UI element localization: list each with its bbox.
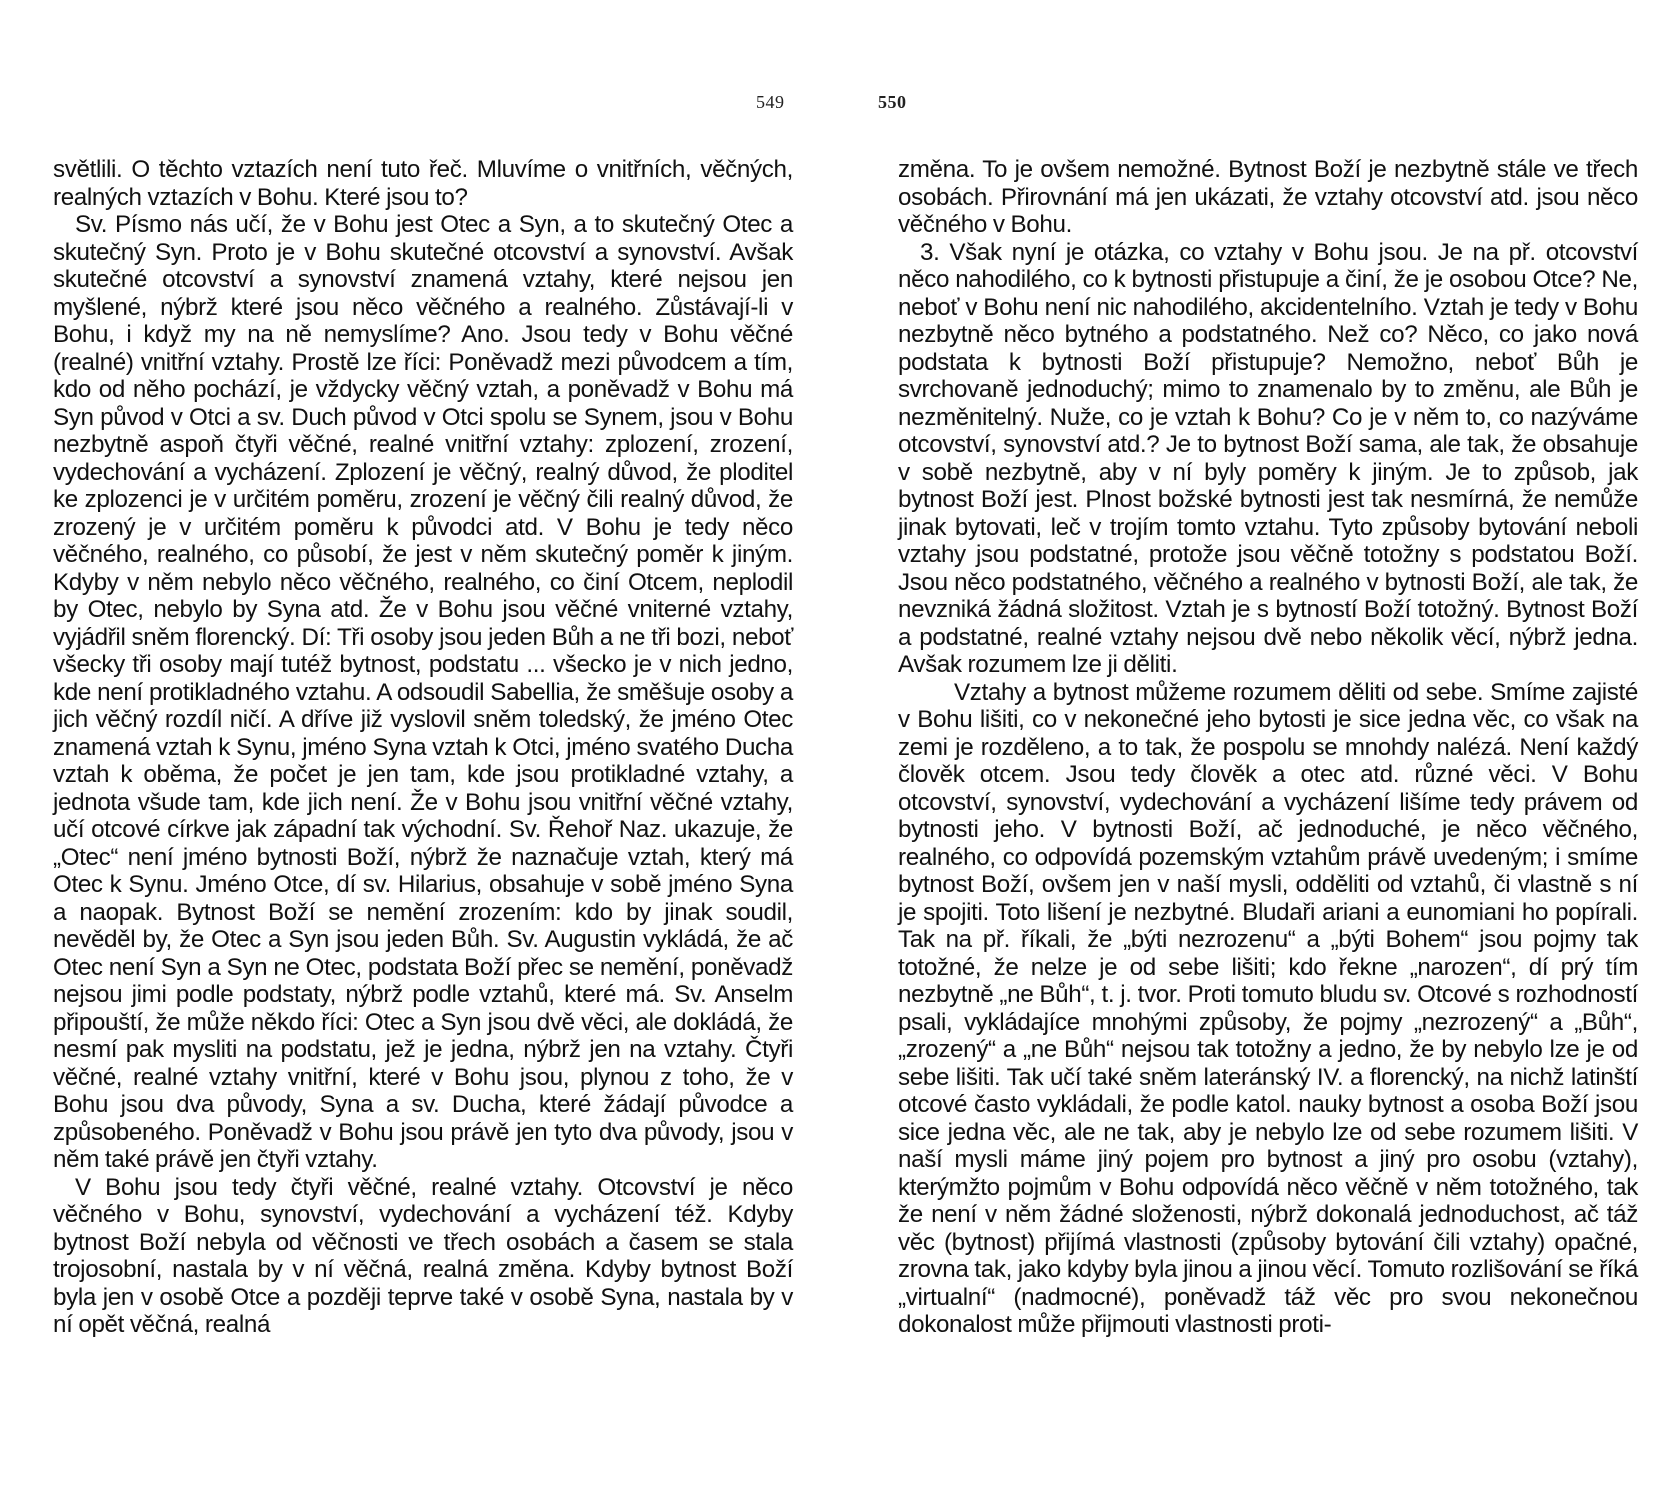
paragraph: V Bohu jsou tedy čtyři věčné, realné vztahy. Otcovství je něco věčného v Bohu, synovství, vydechování a vycházení též. Kdyby bytnost Boží nebyla od věčnosti ve třech osobách a časem se stala trojosobní, nastala by v ní věčná, realná změna. Kdyby bytnost Boží byla jen v osobě Otce a později teprve také v osobě Syna, nastala by v ní opět věčná, realná — [53, 1173, 793, 1338]
page-body — [53, 156, 793, 1339]
page-number: 550 — [878, 92, 907, 112]
paragraph: 3. Však nyní je otázka, co vztahy v Bohu jsou. Je na př. otcovství něco nahodilého, co k bytnosti přistupuje a činí, že je osobou Otce? Ne, neboť v Bohu není nic nahodilého, akcidentelního. Vztah je tedy v Bohu nezbytně něco bytného a podstatného. Než co? Něco, co jako nová podstata k bytnosti Boží přistupuje? Nemožno, neboť Bůh je svrchovaně jednoduchý; mimo to znamenalo by to změnu, ale Bůh je nezměnitelný. Nuže, co je vztah k Bohu? Co je v něm to, co nazýváme otcovství, synovství atd.? Je to bytnost Boží sama, ale tak, že obsahuje v sobě nezbytně, aby v ní byly poměry k jiným. Je to způsob, jak bytnost Boží jest. Plnost božské bytnosti jest tak nesmírná, že nemůže jinak bytovati, leč v trojím tomto vztahu. Tyto způsoby bytování neboli vztahy jsou podstatné, protože jsou věčně totožny s podstatou Boží. Jsou něco podstatného, věčného a realného v bytnosti Boží, ale tak, že nevzniká žádná složitost. Vztah je s bytností Boží totožný. Bytnost Boží a podstatné, realné vztahy nejsou dvě nebo několik věcí, nýbrž jedna. Avšak rozumem lze ji děliti. — [898, 238, 1638, 678]
paragraph: světlili. O těchto vztazích není tuto řeč. Mluvíme o vnitřních, věčných, realných vztazích v Bohu. Které jsou to? — [53, 156, 793, 211]
paragraph: Sv. Písmo nás učí, že v Bohu jest Otec a Syn, a to skutečný Otec a skutečný Syn. Proto je v Bohu skutečné otcovství a synovství. Avšak skutečné otcovství a synovství znamená vztahy, které nejsou jen myšlené, nýbrž které jsou něco věčného a realného. Zůstávají-li v Bohu, i když my na ně nemyslíme? Ano. Jsou tedy v Bohu věčné (realné) vnitřní vztahy. Prostě lze říci: Poněvadž mezi původcem a tím, kdo od něho pochází, je vždycky věčný vztah, a poněvadž v Bohu má Syn původ v Otci a sv. Duch původ v Otci spolu se Synem, jsou v Bohu nezbytně aspoň čtyři věčné, realné vnitřní vztahy: zplození, zrození, vydechování a vycházení. Zplození je věčný, realný důvod, že ploditel ke zplozenci je v určitém poměru, zrození je věčný čili realný důvod, že zrozený je v určitém poměru k původci atd. V Bohu je tedy něco věčného, realného, co působí, že jest v něm skutečný poměr k jiným. Kdyby v něm nebylo něco věčného, realného, co činí Otcem, neplodil by Otec, nebylo by Syna atd. Že v Bohu jsou věčné vniterné vztahy, vyjádřil sněm florencký. Dí: Tři osoby jsou jeden Bůh a ne tři bozi, neboť všecky tři osoby mají tutéž bytnost, podstatu ... všecko je v nich jedno, kde není protikladného vztahu. A odsoudil Sabellia, že směšuje osoby a jich věčný rozdíl ničí. A dříve již vyslovil sněm toledský, že jméno Otec znamená vztah k Synu, jméno Syna vztah k Otci, jméno svatého Ducha vztah k oběma, že počet je jen tam, kde jsou protikladné vztahy, a jednota všude tam, kde jich není. Že v Bohu jsou vnitřní věčné vztahy, učí otcové církve jak západní tak východní. Sv. Řehoř Naz. ukazuje, že „Otec“ není jméno bytnosti Boží, nýbrž že naznačuje vztah, který má Otec k Synu. Jméno Otce, dí sv. Hilarius, obsahuje v sobě jméno Syna a naopak. Bytnost Boží se nemění zrozením: kdo by jinak soudil, nevěděl by, že Otec a Syn jsou jeden Bůh. Sv. Augustin vykládá, že ač Otec není Syn a Syn ne Otec, podstata Boží přec se nemění, poněvadž nejsou jimi podle podstaty, nýbrž podle vztahů, které má. Sv. Anselm připouští, že může někdo říci: Otec a Syn jsou dvě věci, ale dokládá, že nesmí pak mysliti na podstatu, jež je jedna, nýbrž jen na vztahy. Čtyři věčné, realné vztahy vnitřní, které v Bohu jsou, plynou z toho, že v Bohu jsou dva původy, Syna a sv. Ducha, které žádají původce a způsobeného. Poněvadž v Bohu jsou právě jen tyto dva původy, jsou v něm také právě jen čtyři vztahy. — [53, 211, 793, 1173]
paragraph: změna. To je ovšem nemožné. Bytnost Boží je nezbytně stále ve třech osobách. Přirovnání má jen ukázati, že vztahy otcovství atd. jsou něco věčného v Bohu. — [898, 156, 1638, 238]
right-page — [836, 0, 1672, 1500]
paragraph: Vztahy a bytnost můžeme rozumem děliti od sebe. Smíme zajisté v Bohu lišiti, co v nekonečné jeho bytosti je sice jedna věc, co však na zemi je rozděleno, a to tak, že pospolu se mnohdy nalézá. Není každý člověk otcem. Jsou tedy člověk a otec atd. různé věci. V Bohu otcovství, synovství, vydechování a vycházení lišíme tedy právem od bytnosti jeho. V bytnosti Boží, ač jednoduché, je něco věčného, realného, co odpovídá pozemským vztahům právě uvedeným; i smíme bytnost Boží, ovšem jen v naší mysli, odděliti od vztahů, či vlastně s ní je spojiti. Toto lišení je nezbytné. Bludaři ariani a eunomiani ho popírali. Tak na př. říkali, že „býti nezrozenu“ a „býti Bohem“ jsou pojmy tak totožné, že nelze je od sebe lišiti; kdo řekne „narozen“, dí prý tím nezbytně „ne Bůh“, t. j. tvor. Proti tomuto bludu sv. Otcové s rozhodností psali, vykládajíce mnohými způsoby, že pojmy „nezrozený“ a „Bůh“, „zrozený“ a „ne Bůh“ nejsou tak totožny a jedno, že by nebylo lze je od sebe lišiti. Tak učí také sněm lateránský IV. a florencký, na nichž latinští otcové často vykládali, že podle katol. nauky bytnost a osoba Boží jsou sice jedna věc, ale ne tak, aby je nebylo lze od sebe rozumem lišiti. V naší mysli máme jiný pojem pro bytnost a jiný pro osobu (vztahy), kterýmžto pojmům v Bohu odpovídá něco věčně v něm totožného, tak že není v něm žádné složenosti, nýbrž dokonalá jednoduchost, ač táž věc (bytnost) přijímá vlastnosti (způsoby bytování čili vztahy) opačné, zrovna tak, jako kdyby byla jinou a jinou věcí. Tomuto rozlišování se říká „virtualní“ (nadmocné), poněvadž táž věc pro svou nekonečnou dokonalost může přijmouti vlastnosti proti- — [898, 678, 1638, 1338]
page-number: 549 — [756, 92, 785, 112]
page-body — [898, 156, 1638, 1339]
